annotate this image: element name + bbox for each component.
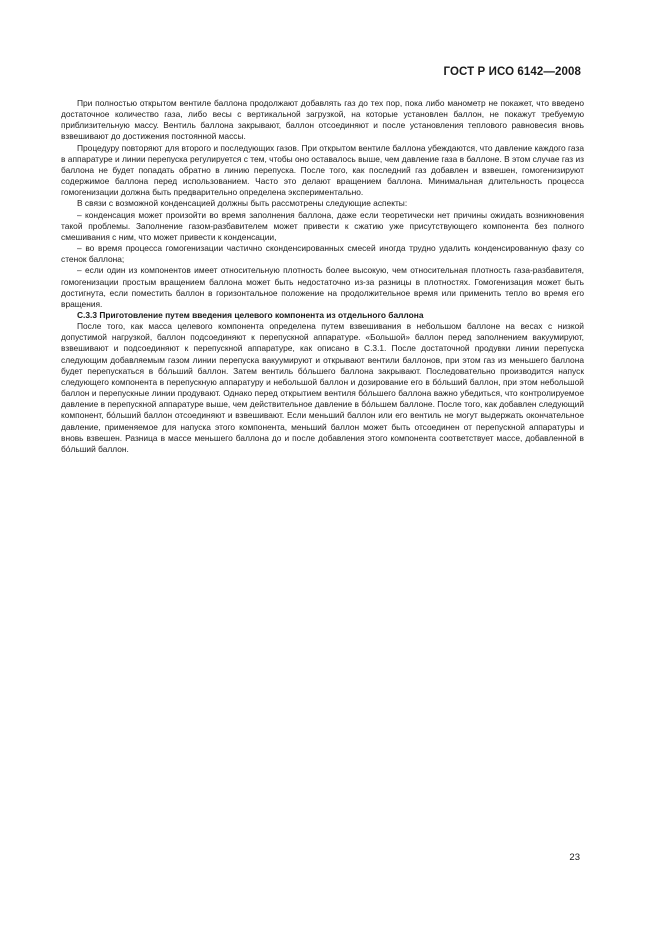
section-heading: С.3.3 Приготовление путем введения целевого компонента из отдельного баллона	[77, 309, 424, 320]
list-item: – конденсация может произойти во время заполнения баллона, даже если теоретически нет причины ожидать возникновения такой проблемы. Заполнение газом-разбавителем может привести к сжатию уже присутствующего компонента без полного смешивания с ним, что может привести к конденсации,	[61, 209, 584, 242]
document-body	[61, 98, 584, 455]
list-item: – во время процесса гомогенизации частично сконденсированных смесей иногда трудно удалить конденсированную фазу со стенок баллона;	[61, 243, 584, 265]
body-paragraph: Процедуру повторяют для второго и последующих газов. При открытом вентиле баллона убеждаются, что давление каждого газа в аппаратуре и линии перепуска регулируется с тем, чтобы оно оставалось выше, чем давление газа в баллоне. В этом случае газ из баллона не будет попадать обратно в линию перепуска. После того, как последний газ добавлен и взвешен, гомогенизируют содержимое баллона перед использованием. Часто это делают вращением баллона. Минимальная длительность процесса гомогенизации должна быть предварительно определена экспериментально.	[61, 142, 584, 198]
body-paragraph: При полностью открытом вентиле баллона продолжают добавлять газ до тех пор, пока либо манометр не покажет, что введено достаточное количество газа, либо весы с вертикальной загрузкой, на которые установлен баллон, не покажут требуемую приблизительную массу. Вентиль баллона закрывают, баллон отсоединяют и после установления теплового равновесия вновь взвешивают до достижения постоянной массы.	[61, 98, 584, 142]
page-number: 23	[569, 852, 580, 863]
document-standard-title: ГОСТ Р ИСО 6142—2008	[443, 66, 581, 78]
body-paragraph: После того, как масса целевого компонента определена путем взвешивания в небольшом баллоне на весах с низкой допустимой нагрузкой, баллон подсоединяют к перепускной аппаратуре. «Большой» баллон перед заполнением вакуумируют, взвешивают и подсоединяют к перепускной аппаратуре, как описано в С.3.1. После достаточной продувки линии перепуска следующим добавляемым газом линии перепуска вакуумируют и открывают вентили баллонов, при этом газ из меньшего баллона будет перепускаться в бо́льший баллон. Затем вентиль бо́льшего баллона закрывают. Последовательно производится напуск следующего компонента в перепускную аппаратуру и небольшой баллон и дозирование его в бо́льший баллон, при этом небольшой баллон и перепускные линии продувают. Однако перед открытием вентиля бо́льшего баллона важно убедиться, что контролируемое давление в перепускной аппаратуре выше, чем действительное давление в бо́льшем баллоне. После того, как добавлен следующий компонент, бо́льший баллон отсоединяют и взвешивают. Если меньший баллон или его вентиль не могут выдержать окончательное давление, применяемое для напуска этого компонента, меньший баллон может быть отсоединен от перепускной аппаратуры и вновь взвешен. Разница в массе меньшего баллона до и после добавления этого компонента соответствует массе, добавленной в бо́льший баллон.	[61, 321, 584, 454]
body-paragraph: В связи с возможной конденсацией должны быть рассмотрены следующие аспекты:	[77, 198, 408, 209]
list-item: – если один из компонентов имеет относительную плотность более высокую, чем относительная плотность газа-разбавителя, гомогенизации простым вращением баллона может быть недостаточно из-за разницы в плотностях. Гомогенизация может быть достигнута, если поместить баллон в горизонтальное положение на продолжительное время или применить тепло во время его вращения.	[61, 265, 584, 309]
